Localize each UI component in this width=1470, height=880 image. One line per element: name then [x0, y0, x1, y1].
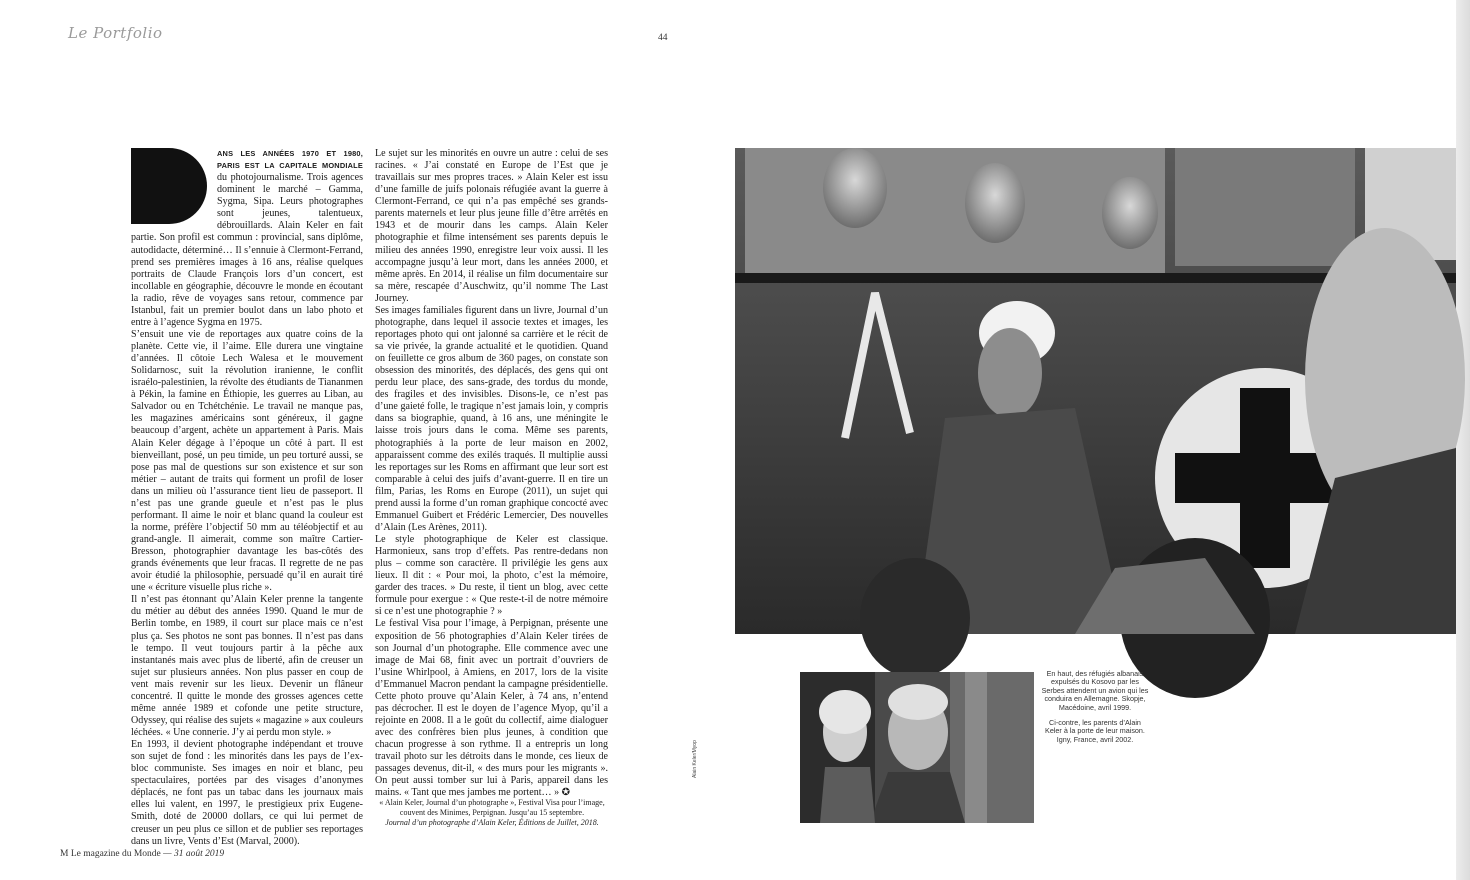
section-title: Le Portfolio	[68, 24, 163, 42]
issue-date: 31 août 2019	[173, 849, 225, 859]
photo-captions	[1040, 670, 1150, 751]
dropcap	[131, 148, 207, 224]
page-edge	[1456, 0, 1470, 880]
photo-credit: Alain Keler/Myop	[692, 740, 698, 778]
caption-main: En haut, des réfugiés albanais expulsés du Kosovo par les Serbes attendent un avion qui les conduira en Allemagne. Skopje, Macédoine, avril 1999.	[1041, 669, 1149, 712]
paragraph: En 1993, il devient photographe indépendant et trouve son sujet de fond : les minorités dans les pays de l’ex-bloc communiste. Ses images en noir et blanc, peu spectaculaires, portées par des visages d’anonymes déplacés, ne font pas un tabac dans les journaux mais elles lui valent, en 1997, le prestigieux prix Eugene-Smith, doté de 20000 dollars, ce qui lui permet de creuser un peu plus ce sillon et de publier ses reportages dans un livre, Vents d’Est (Marval, 2000).	[131, 739, 363, 847]
main-photo	[735, 148, 1456, 634]
paragraph: Ses images familiales figurent dans un livre, Journal d’un photographe, dans lequel il associe textes et images, les reportages photo qui ont jalonné sa carrière et le récit de sa vie privée, la grande actualité et le quotidien. Quand on feuillette ce gros album de 360 pages, on constate son obsession des minorités, des déplacés, des gens qui ont perdu leur place, des sans-grade, des tordus du monde, des fragiles et des invisibles. Disons-le, ce n’est pas d’une gaieté folle, le tragique n’est jamais loin, y compris dans sa biographie, quand, à 16 ans, une méningite le laisse trois jours dans le coma. Même ses parents, photographiés à la porte de leur maison en 2002, apparaissent comme des exilés traqués. Il multiplie aussi les reportages sur les Roms en affirmant que leur sort est comparable à celui des juifs d’avant-guerre. Il en tire un film, Parias, les Roms en Europe (2011), un sujet qui prend aussi la forme d’un roman graphique concocté avec Emmanuel Guibert et Frédéric Lemercier, Des nouvelles d’Alain (Les Arènes, 2011).	[375, 304, 608, 533]
page-number: 44	[658, 33, 668, 43]
article-column-1	[131, 148, 363, 847]
parents-photo	[800, 672, 1034, 823]
lead-caps: ANS LES ANNÉES 1970 ET 1980, PARIS EST LA CAPITALE MONDIALE	[217, 149, 363, 171]
footer: M Le magazine du Monde — 31 août 2019	[60, 849, 225, 859]
paragraph: Le style photographique de Keler est classique. Harmonieux, sans trop d’effets. Pas rentre-dedans non plus – comme son caractère. Il privilégie les gens aux lieux. Il dit : « Pour moi, la photo, c’est la mémoire, garder des traces. » Du reste, il tient un blog, avec cette formule pour exergue : « Que reste-t-il de notre mémoire si ce n’est une photographie ? »	[375, 534, 608, 618]
caption-small: Ci-contre, les parents d’Alain Keler à la porte de leur maison. Igny, France, avril 2002.	[1045, 718, 1145, 744]
article-column-2	[375, 148, 608, 798]
publication-name: M Le magazine du Monde	[60, 849, 161, 859]
paragraph: Il n’est pas étonnant qu’Alain Keler prenne la tangente du métier au début des années 1990. Quand le mur de Berlin tombe, en 1989, il court sur place mais ce n’est plus ça. Ses photos ne sont pas bonnes. Il n’est pas dans le tempo. Il veut toujours partir à la pêche aux instantanés mais avec plus de liberté, afin de creuser un sujet sur plusieurs années. Non plus passer en coup de vent mais revenir sur les lieux. Devenir un flâneur concentré. Il quitte le monde des grosses agences cette même année 1989 et cofonde une petite structure, Odyssey, qui réalise des sujets « magazine » aux couleurs léchées. « Une connerie. J’y ai perdu mon style. »	[131, 594, 363, 738]
exhibition-credits: « Alain Keler, Journal d’un photographe », Festival Visa pour l’image, couvent des Minimes, Perpignan. Jusqu’au 15 septembre. Journal d’un photographe d’Alain Keler, Éditions de Juillet, 2018.	[379, 798, 605, 827]
paragraph: S’ensuit une vie de reportages aux quatre coins de la planète. Cette vie, il l’aime. Elle durera une vingtaine d’années. Il côtoie Lech Walesa et le mouvement Solidarnosc, suit la révolution iranienne, le conflit israélo-palestinien, la révolte des étudiants de Tiananmen à Pékin, la famine en Éthiopie, les guerres au Liban, au Salvador ou en Tchétchénie. Le travail ne manque pas, les magazines américains sont généreux, il gagne beaucoup d’argent, achète un appartement à Paris. Mais Alain Keler dégage à l’époque un côté à part. Il est bienveillant, posé, un peu timide, un peu torturé aussi, se pose pas mal de questions sur son existence et sur son métier – autant de traits qui forment un profil de loser dans un milieu où l’assurance tient lieu de passeport. Il n’est pas une grande gueule et n’est pas le plus performant. Il aime le noir et blanc quand la couleur est la norme, préfère l’objectif 50 mm au téléobjectif et au grand-angle. Il aimerait, comme son maître Cartier-Bresson, photographier davantage les bas-côtés des grands événements que leur fracas. Il regrette de ne pas avoir étudié la philosophie, persuadé qu’il en aurait tiré une « écriture visuelle plus riche ».	[131, 328, 363, 594]
paragraph: Le sujet sur les minorités en ouvre un autre : celui de ses racines. « J’ai constaté en Europe de l’Est que je travaillais sur mes propres traces. » Alain Keler est issu d’une famille de juifs polonais réfugiée avant la guerre à Clermont-Ferrand, ce qui n’a pas empêché ses grands-parents maternels et leur plus jeune fille d’être arrêtés en 1943 et de mourir dans les camps. Alain Keler photographie et filme intensément ses parents depuis le milieu des années 1990, enregistre leur voix aussi. Il les accompagne jusqu’à leur mort, dans les années 2000, et même après. En 2014, il réalise un film documentaire sur sa mère, rescapée d’Auschwitz, qu’il nomme The Last Journey.	[375, 148, 608, 304]
lead-paragraph: ANS LES ANNÉES 1970 ET 1980, PARIS EST LA CAPITALE MONDIALE du photojournalisme. Trois agences dominent le marché – Gamma, Sygma, Sipa. Leurs photographes sont jeunes, talentueux, débrouillards. Alain Keler en fait partie. Son profil est commun : provincial, sans diplôme, autodidacte, déterminé… Il s’ennuie à Clermont-Ferrand, prend ses premières images à 16 ans, réalise quelques portraits de Claude François lors d’un concert, est incollable en géographie, découvre le monde en écoutant la radio, rêve de voyages sans retour, commence par Istanbul, fait un premier boulot dans un labo photo et entre à l’agence Sygma en 1975.	[131, 149, 363, 328]
paragraph: Le festival Visa pour l’image, à Perpignan, présente une exposition de 56 photographies d’Alain Keler tirées de son Journal d’un photographe. Elle commence avec une image de Mai 68, finit avec un portrait d’ouvriers de l’usine Whirlpool, à Amiens, en 2017, lors de la visite d’Emmanuel Macron pendant la campagne présidentielle. Cette photo prouve qu’Alain Keler, à 74 ans, n’entend pas décrocher. Il est le doyen de l’agence Myop, qu’il a rejointe en 2008. Il a le goût du collectif, aime dialoguer avec des confrères bien plus jeunes, à condition que chacun progresse à son rythme. Il a entrepris un long travail photo sur les détroits dans le monde, ces lieux de passages devenus, dit-il, « des murs pour les migrants ». On peut aussi tomber sur lui à Paris, appareil dans les mains. « Tant que mes jambes me portent… » ✪	[375, 618, 608, 799]
